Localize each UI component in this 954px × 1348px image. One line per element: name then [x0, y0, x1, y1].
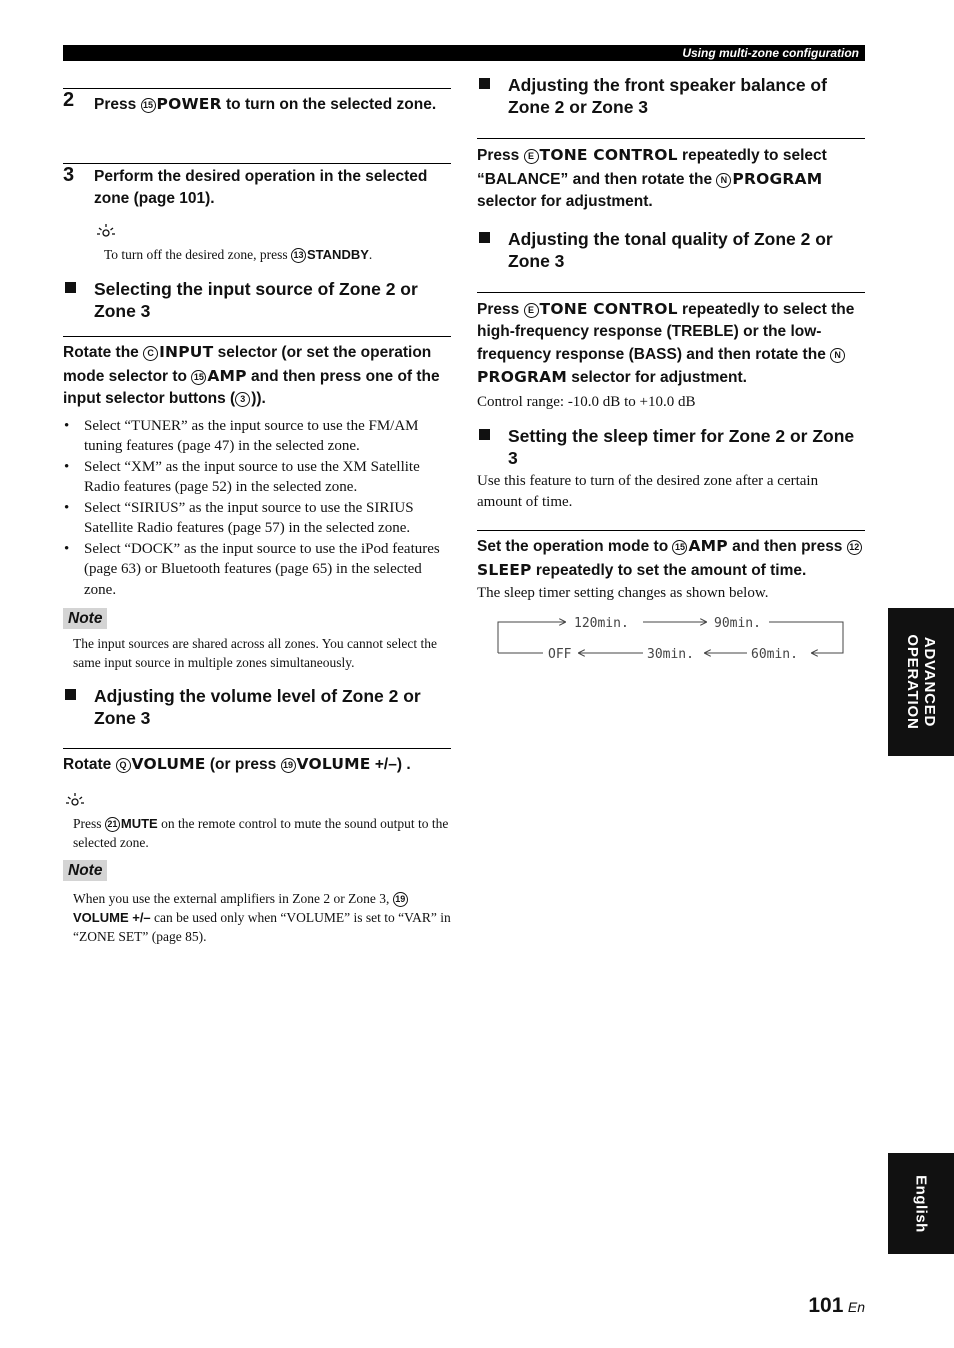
key-name: MUTE [120, 815, 158, 831]
divider [477, 292, 865, 293]
key-name: VOLUME [131, 755, 206, 773]
key-name: POWER [156, 95, 222, 113]
right-column [477, 72, 865, 604]
step-text: Press 15 POWER to turn on the selected zone. [94, 95, 437, 113]
tab-label: English [912, 1174, 930, 1233]
key-letter-icon: C [143, 346, 158, 361]
sleep-120min: 120min. [574, 616, 629, 631]
key-letter-icon: E [524, 149, 539, 164]
key-number-icon: 12 [847, 540, 862, 555]
bullet-square-icon [65, 282, 76, 293]
step-3 [63, 164, 451, 214]
tip-block [63, 791, 451, 852]
key-number-icon: 19 [393, 892, 408, 907]
key-name: VOLUME [296, 755, 371, 773]
key-name: TONE CONTROL [539, 299, 678, 318]
step-2 [63, 89, 451, 155]
tab-label-line: OPERATION [904, 634, 921, 730]
key-name: VOLUME +/– [73, 909, 151, 925]
step-number: 3 [63, 164, 75, 186]
side-tab-english [888, 1153, 954, 1254]
sleep-off: OFF [548, 647, 572, 662]
instruction-volume: Rotate Q VOLUME (or press 19 VOLUME +/–) . [63, 755, 411, 773]
key-letter-icon: N [830, 348, 845, 363]
tip-text: To turn off the desired zone, press 13 STANDBY. [104, 247, 373, 262]
key-name: PROGRAM [732, 169, 823, 188]
key-number-icon: 21 [105, 817, 120, 832]
section-heading-sleep: Setting the sleep timer for Zone 2 or Zone 3 [477, 425, 865, 469]
bullet-square-icon [479, 78, 490, 89]
key-name: AMP [688, 537, 728, 555]
key-number-icon: 19 [281, 758, 296, 773]
list-item: • Select “DOCK” as the input source to use the iPod features (page 63) or Bluetooth features (page 65) in the selected zone. [63, 539, 451, 601]
list-item: • Select “SIRIUS” as the input source to use the SIRIUS Satellite Radio features (page 57) in the selected zone. [63, 498, 451, 539]
key-name: SLEEP [477, 560, 532, 579]
step-text: Perform the desired operation in the selected zone (page 101). [94, 168, 428, 207]
tip-block [94, 222, 451, 264]
note-text: When you use the external amplifiers in Zone 2 or Zone 3, 19VOLUME +/– can be used only when “VOLUME” is set to “VAR” in “ZONE SET” (page 85). [73, 890, 451, 944]
key-letter-icon: N [716, 173, 731, 188]
key-name: TONE CONTROL [539, 146, 678, 164]
note-text: The input sources are shared across all zones. You cannot select the same input source in multiple zones simultaneously. [73, 636, 438, 670]
instruction-balance: Press E TONE CONTROL repeatedly to select “BALANCE” and then rotate the N PROGRAM selector for adjustment. [477, 146, 827, 210]
section-heading-balance: Adjusting the front speaker balance of Zone 2 or Zone 3 [477, 74, 865, 118]
sleep-60min: 60min. [751, 647, 798, 662]
header-bar [63, 45, 865, 61]
key-name: INPUT [159, 343, 214, 361]
side-tab-advanced-operation [888, 608, 954, 756]
key-letter-icon: E [524, 303, 539, 318]
sleep-timer-cycle-diagram [497, 610, 847, 662]
tip-text: Press 21 MUTE on the remote control to mute the sound output to the selected zone. [73, 815, 449, 850]
divider [477, 138, 865, 139]
page-number [790, 1294, 865, 1318]
note-label: Note [63, 608, 107, 629]
instruction-sleep: Set the operation mode to 15 AMP and then press 12SLEEP repeatedly to set the amount of time. [477, 535, 865, 582]
bullet-square-icon [65, 689, 76, 700]
key-number-icon: 13 [291, 248, 306, 263]
divider [63, 336, 451, 337]
key-name: STANDBY [307, 247, 369, 262]
key-name: AMP [207, 366, 247, 385]
left-column [63, 88, 451, 946]
control-range: Control range: -10.0 dB to +10.0 dB [477, 393, 696, 410]
sleep-after-text: The sleep timer setting changes as shown below. [477, 585, 769, 601]
sleep-description: Use this feature to turn of the desired zone after a certain amount of time. [477, 473, 819, 510]
note-block [63, 860, 451, 946]
tip-lightbulb-icon [65, 791, 85, 809]
key-name: PROGRAM [477, 368, 567, 386]
list-item: • Select “TUNER” as the input source to use the FM/AM tuning features (page 47) in the selected zone. [63, 416, 451, 457]
input-source-list [63, 416, 451, 601]
key-number-icon: 15 [672, 540, 687, 555]
key-letter-icon: Q [116, 758, 131, 773]
section-title: Using multi-zone configuration [682, 46, 859, 60]
instruction-tone: Press E TONE CONTROL repeatedly to select the high-frequency response (TREBLE) or the low-frequency response (BASS) and then rotate the NPROGRAM selector for adjustment. [477, 299, 855, 386]
instruction-input-source: Rotate the C INPUT selector (or set the operation mode selector to 15 AMP and then press one of the input selector buttons ( 3 )). [63, 343, 440, 407]
list-item: • Select “XM” as the input source to use the XM Satellite Radio features (page 52) in the selected zone. [63, 457, 451, 498]
page-number-value: 101 [808, 1294, 844, 1317]
note-label: Note [63, 860, 107, 881]
page-language: En [847, 1299, 865, 1315]
tip-lightbulb-icon [96, 222, 116, 240]
bullet-square-icon [479, 429, 490, 440]
section-heading-volume: Adjusting the volume level of Zone 2 or Zone 3 [63, 685, 451, 729]
tab-label-line: ADVANCED [921, 636, 938, 728]
key-number-icon: 3 [235, 392, 250, 407]
sleep-30min: 30min. [647, 647, 694, 662]
divider [477, 530, 865, 531]
step-number: 2 [63, 89, 75, 111]
divider [63, 748, 451, 749]
key-number-icon: 15 [141, 98, 156, 113]
bullet-square-icon [479, 232, 490, 243]
section-heading-input-source: Selecting the input source of Zone 2 or Zone 3 [63, 278, 451, 322]
section-heading-tone: Adjusting the tonal quality of Zone 2 or Zone 3 [477, 228, 865, 272]
note-block [63, 608, 451, 672]
sleep-90min: 90min. [714, 616, 761, 631]
key-number-icon: 15 [191, 370, 206, 385]
